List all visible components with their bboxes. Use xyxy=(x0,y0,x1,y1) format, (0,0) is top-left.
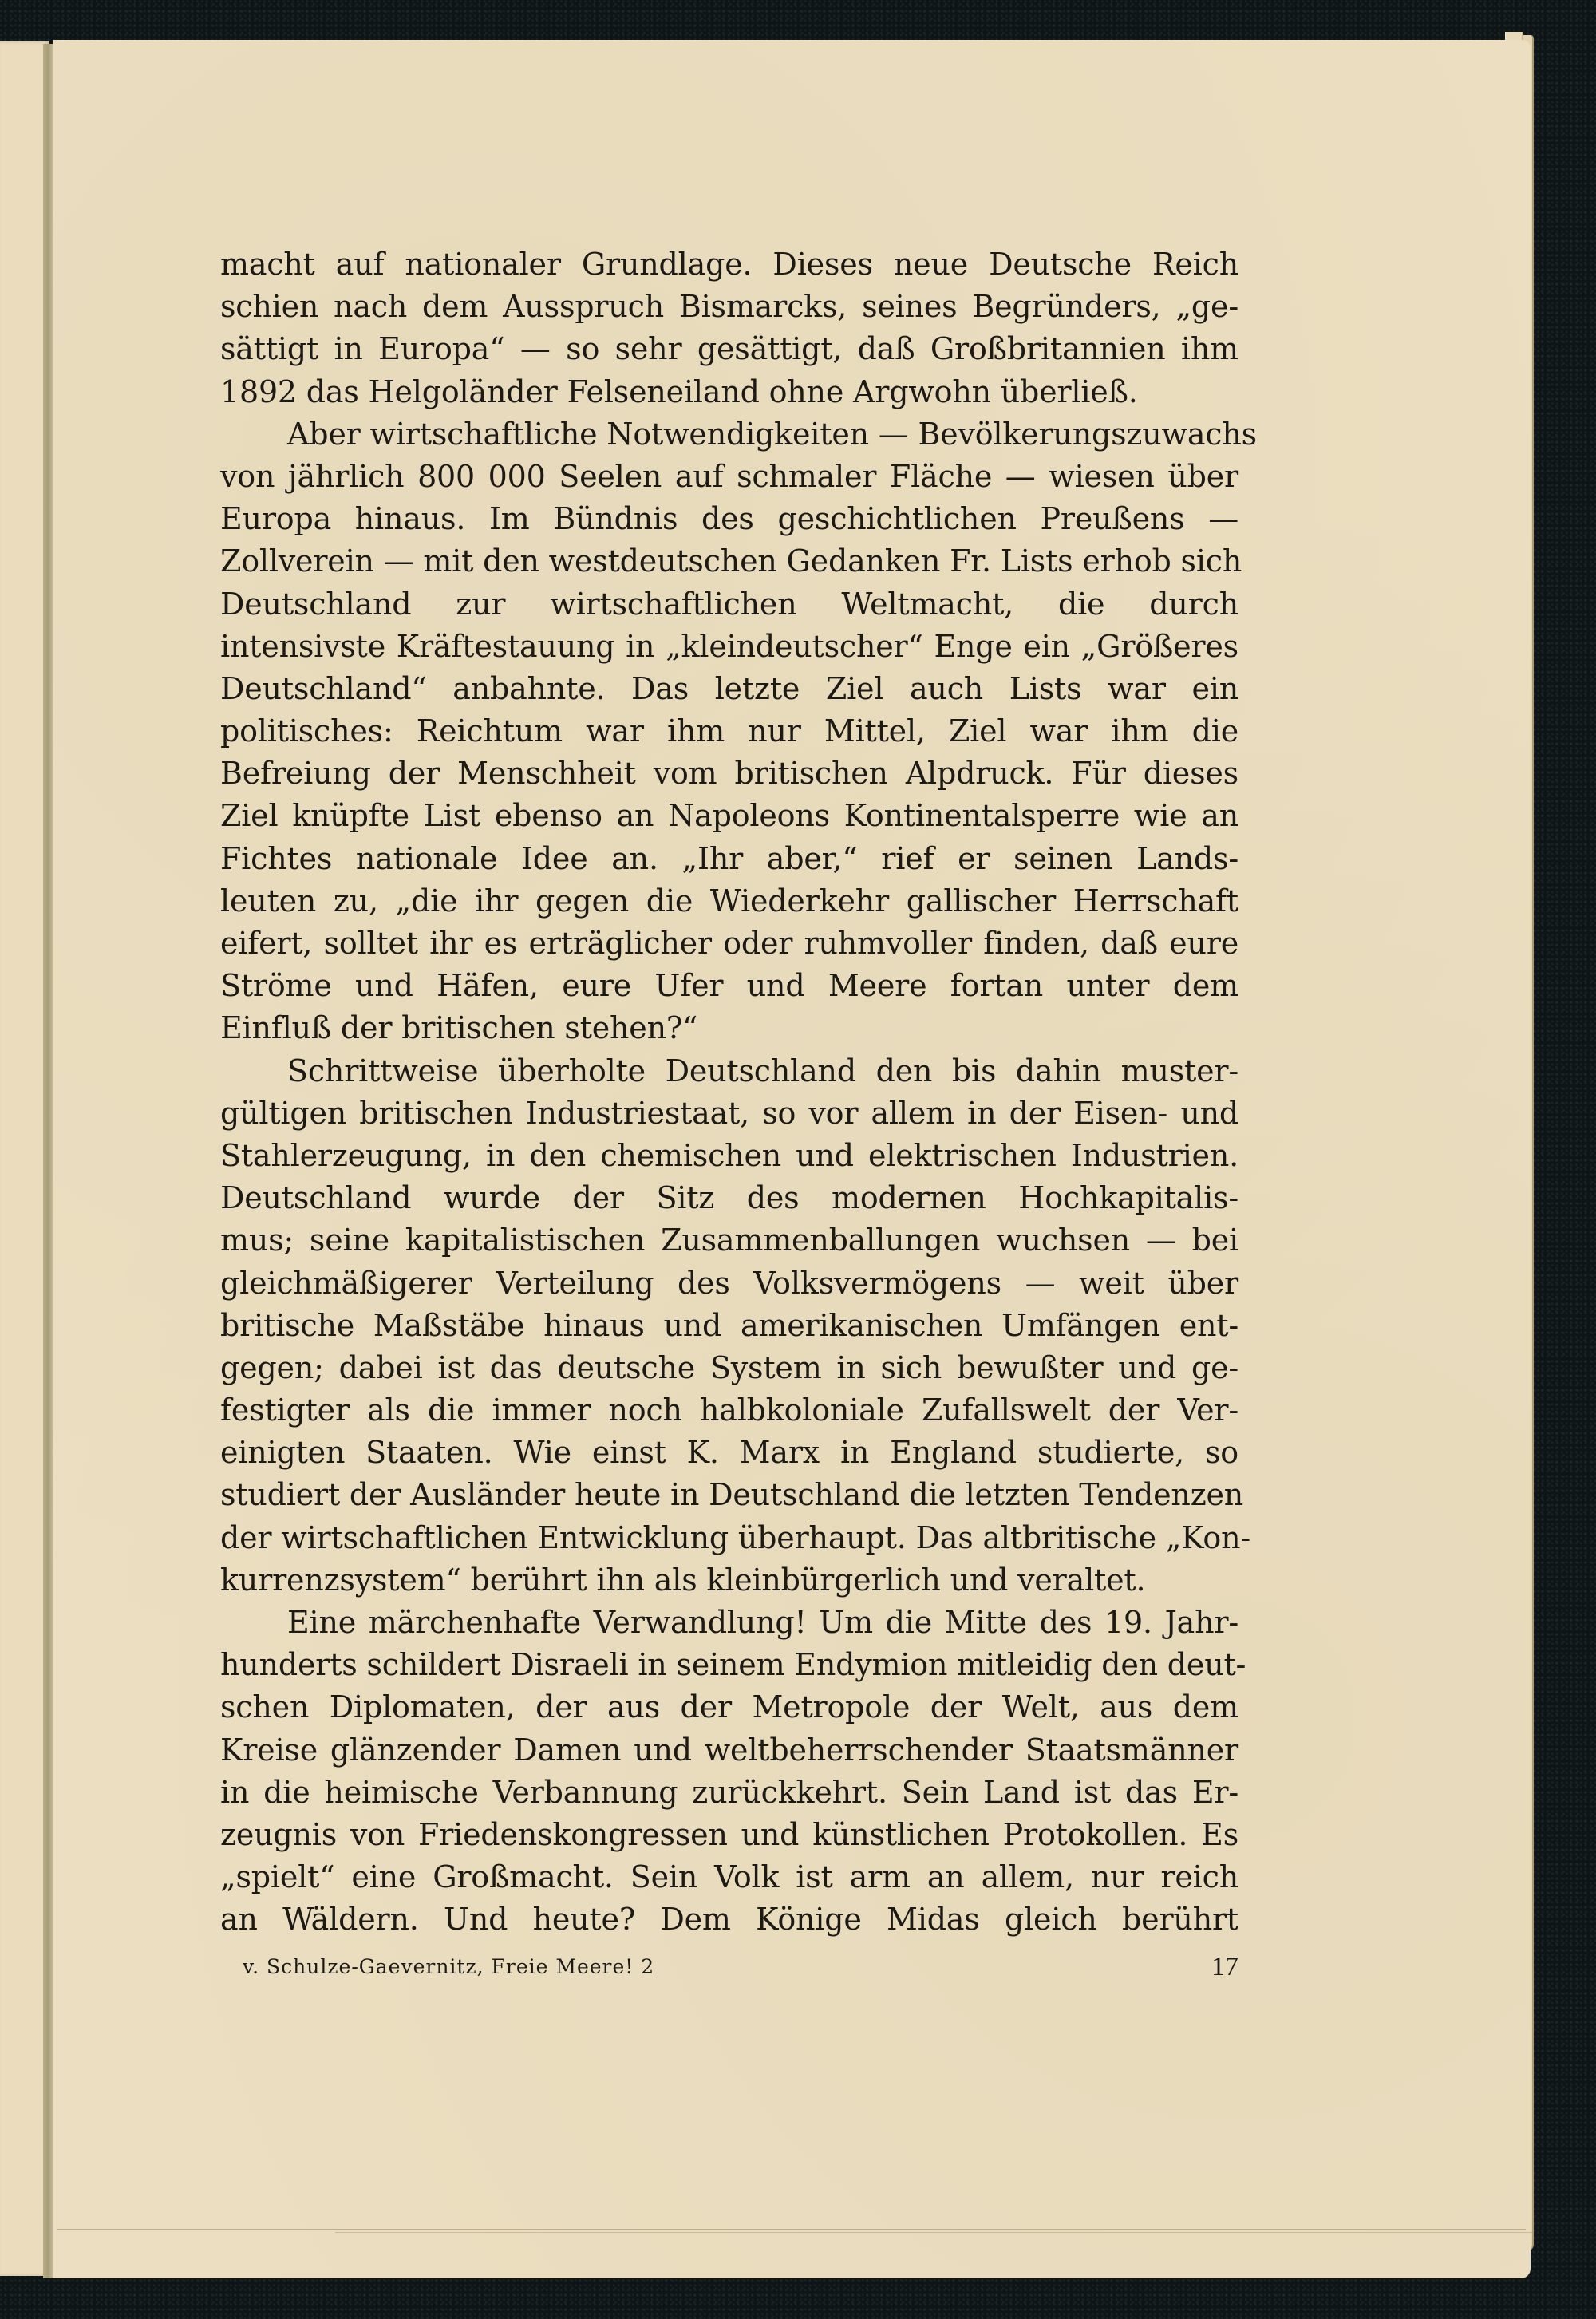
text-line: in die heimische Verbannung zurückkehrt. Sein Land ist das Er- xyxy=(220,1774,1238,1810)
text-line: studiert der Ausländer heute in Deutschland die letzten Tendenzen xyxy=(220,1477,1244,1513)
text-line: Fichtes nationale Idee an. „Ihr aber,“ rief er seinen Lands- xyxy=(220,840,1238,876)
text-line: kurrenzsystem“ berührt ihn als kleinbürgerlich und veraltet. xyxy=(220,1562,1146,1598)
page-crease-line xyxy=(57,2229,1526,2230)
paragraph xyxy=(220,243,1238,413)
text-line: sättigt in Europa“ — so sehr gesättigt, daß Großbritannien ihm xyxy=(220,331,1238,367)
text-line: gegen; dabei ist das deutsche System in sich bewußter und ge- xyxy=(220,1349,1238,1385)
text-line: Deutschland“ anbahnte. Das letzte Ziel auch Lists war ein xyxy=(220,670,1238,706)
text-line: Deutschland wurde der Sitz des modernen Hochkapitalis- xyxy=(220,1180,1238,1216)
text-line: Ströme und Häfen, eure Ufer und Meere fortan unter dem xyxy=(220,968,1238,1004)
text-line: Ziel knüpfte List ebenso an Napoleons Kontinentalsperre wie an xyxy=(220,798,1238,834)
text-line: von jährlich 800 000 Seelen auf schmaler Fläche — wiesen über xyxy=(220,458,1238,494)
paragraph xyxy=(220,1602,1246,1942)
text-line: intensivste Kräftestauung in „kleindeutscher“ Enge ein „Größeres xyxy=(220,628,1238,664)
text-line: Befreiung der Menschheit vom britischen Alpdruck. Für dieses xyxy=(220,756,1238,792)
paragraph xyxy=(220,1050,1251,1602)
text-line: Deutschland zur wirtschaftlichen Weltmacht, die durch xyxy=(220,586,1238,622)
text-line: Aber wirtschaftliche Notwendigkeiten — Bevölkerungszuwachs xyxy=(287,416,1257,452)
text-line: zeugnis von Friedenskongressen und künstlichen Protokollen. Es xyxy=(220,1816,1238,1852)
text-line: britische Maßstäbe hinaus und amerikanischen Umfängen ent- xyxy=(220,1307,1238,1343)
text-line: festigter als die immer noch halbkoloniale Zufallswelt der Ver- xyxy=(220,1393,1238,1428)
facing-page-edge xyxy=(0,41,49,2276)
body-text xyxy=(220,243,1257,1942)
text-line: leuten zu, „die ihr gegen die Wiederkehr gallischer Herrschaft xyxy=(220,883,1238,919)
text-line: Kreise glänzender Damen und weltbeherrschender Staatsmänner xyxy=(220,1732,1238,1768)
text-line: mus; seine kapitalistischen Zusammenballungen wuchsen — bei xyxy=(220,1223,1238,1258)
text-line: Einfluß der britischen stehen?“ xyxy=(220,1010,698,1046)
page-number: 17 xyxy=(1211,1952,1238,1981)
page-crease-line-secondary xyxy=(335,2232,1532,2233)
text-line: schen Diplomaten, der aus der Metropole der Welt, aus dem xyxy=(220,1689,1238,1725)
text-line: politisches: Reichtum war ihm nur Mittel, Ziel war ihm die xyxy=(220,713,1238,749)
text-line: an Wäldern. Und heute? Dem Könige Midas gleich berührt xyxy=(220,1902,1238,1938)
signature-mark: v. Schulze-Gaevernitz, Freie Meere! 2 xyxy=(243,1955,655,1978)
text-line: gültigen britischen Industriestaat, so vor allem in der Eisen- und xyxy=(220,1095,1238,1131)
text-line: gleichmäßigerer Verteilung des Volksvermögens — weit über xyxy=(220,1265,1238,1301)
text-line: Schrittweise überholte Deutschland den bis dahin muster- xyxy=(287,1053,1238,1088)
text-line: Zollverein — mit den westdeutschen Gedanken Fr. Lists erhob sich xyxy=(220,543,1242,579)
paragraph xyxy=(220,413,1257,1050)
text-line: hunderts schildert Disraeli in seinem Endymion mitleidig den deut- xyxy=(220,1647,1246,1683)
text-line: „spielt“ eine Großmacht. Sein Volk ist arm an allem, nur reich xyxy=(220,1859,1238,1895)
text-line: eifert, solltet ihr es erträglicher oder ruhmvoller finden, daß eure xyxy=(220,926,1238,961)
text-line: Eine märchenhafte Verwandlung! Um die Mitte des 19. Jahr- xyxy=(287,1605,1238,1640)
text-line: Stahlerzeugung, in den chemischen und elektrischen Industrien. xyxy=(220,1137,1238,1173)
text-line: Europa hinaus. Im Bündnis des geschichtlichen Preußens — xyxy=(220,501,1238,537)
text-line: macht auf nationaler Grundlage. Dieses neue Deutsche Reich xyxy=(220,247,1238,282)
text-line: 1892 das Helgoländer Felseneiland ohne Argwohn überließ. xyxy=(220,373,1138,409)
text-line: einigten Staaten. Wie einst K. Marx in England studierte, so xyxy=(220,1435,1238,1471)
text-line: schien nach dem Ausspruch Bismarcks, seines Begründers, „ge- xyxy=(220,289,1238,325)
text-line: der wirtschaftlichen Entwicklung überhaupt. Das altbritische „Kon- xyxy=(220,1519,1251,1555)
page-footer xyxy=(220,1952,1238,1987)
